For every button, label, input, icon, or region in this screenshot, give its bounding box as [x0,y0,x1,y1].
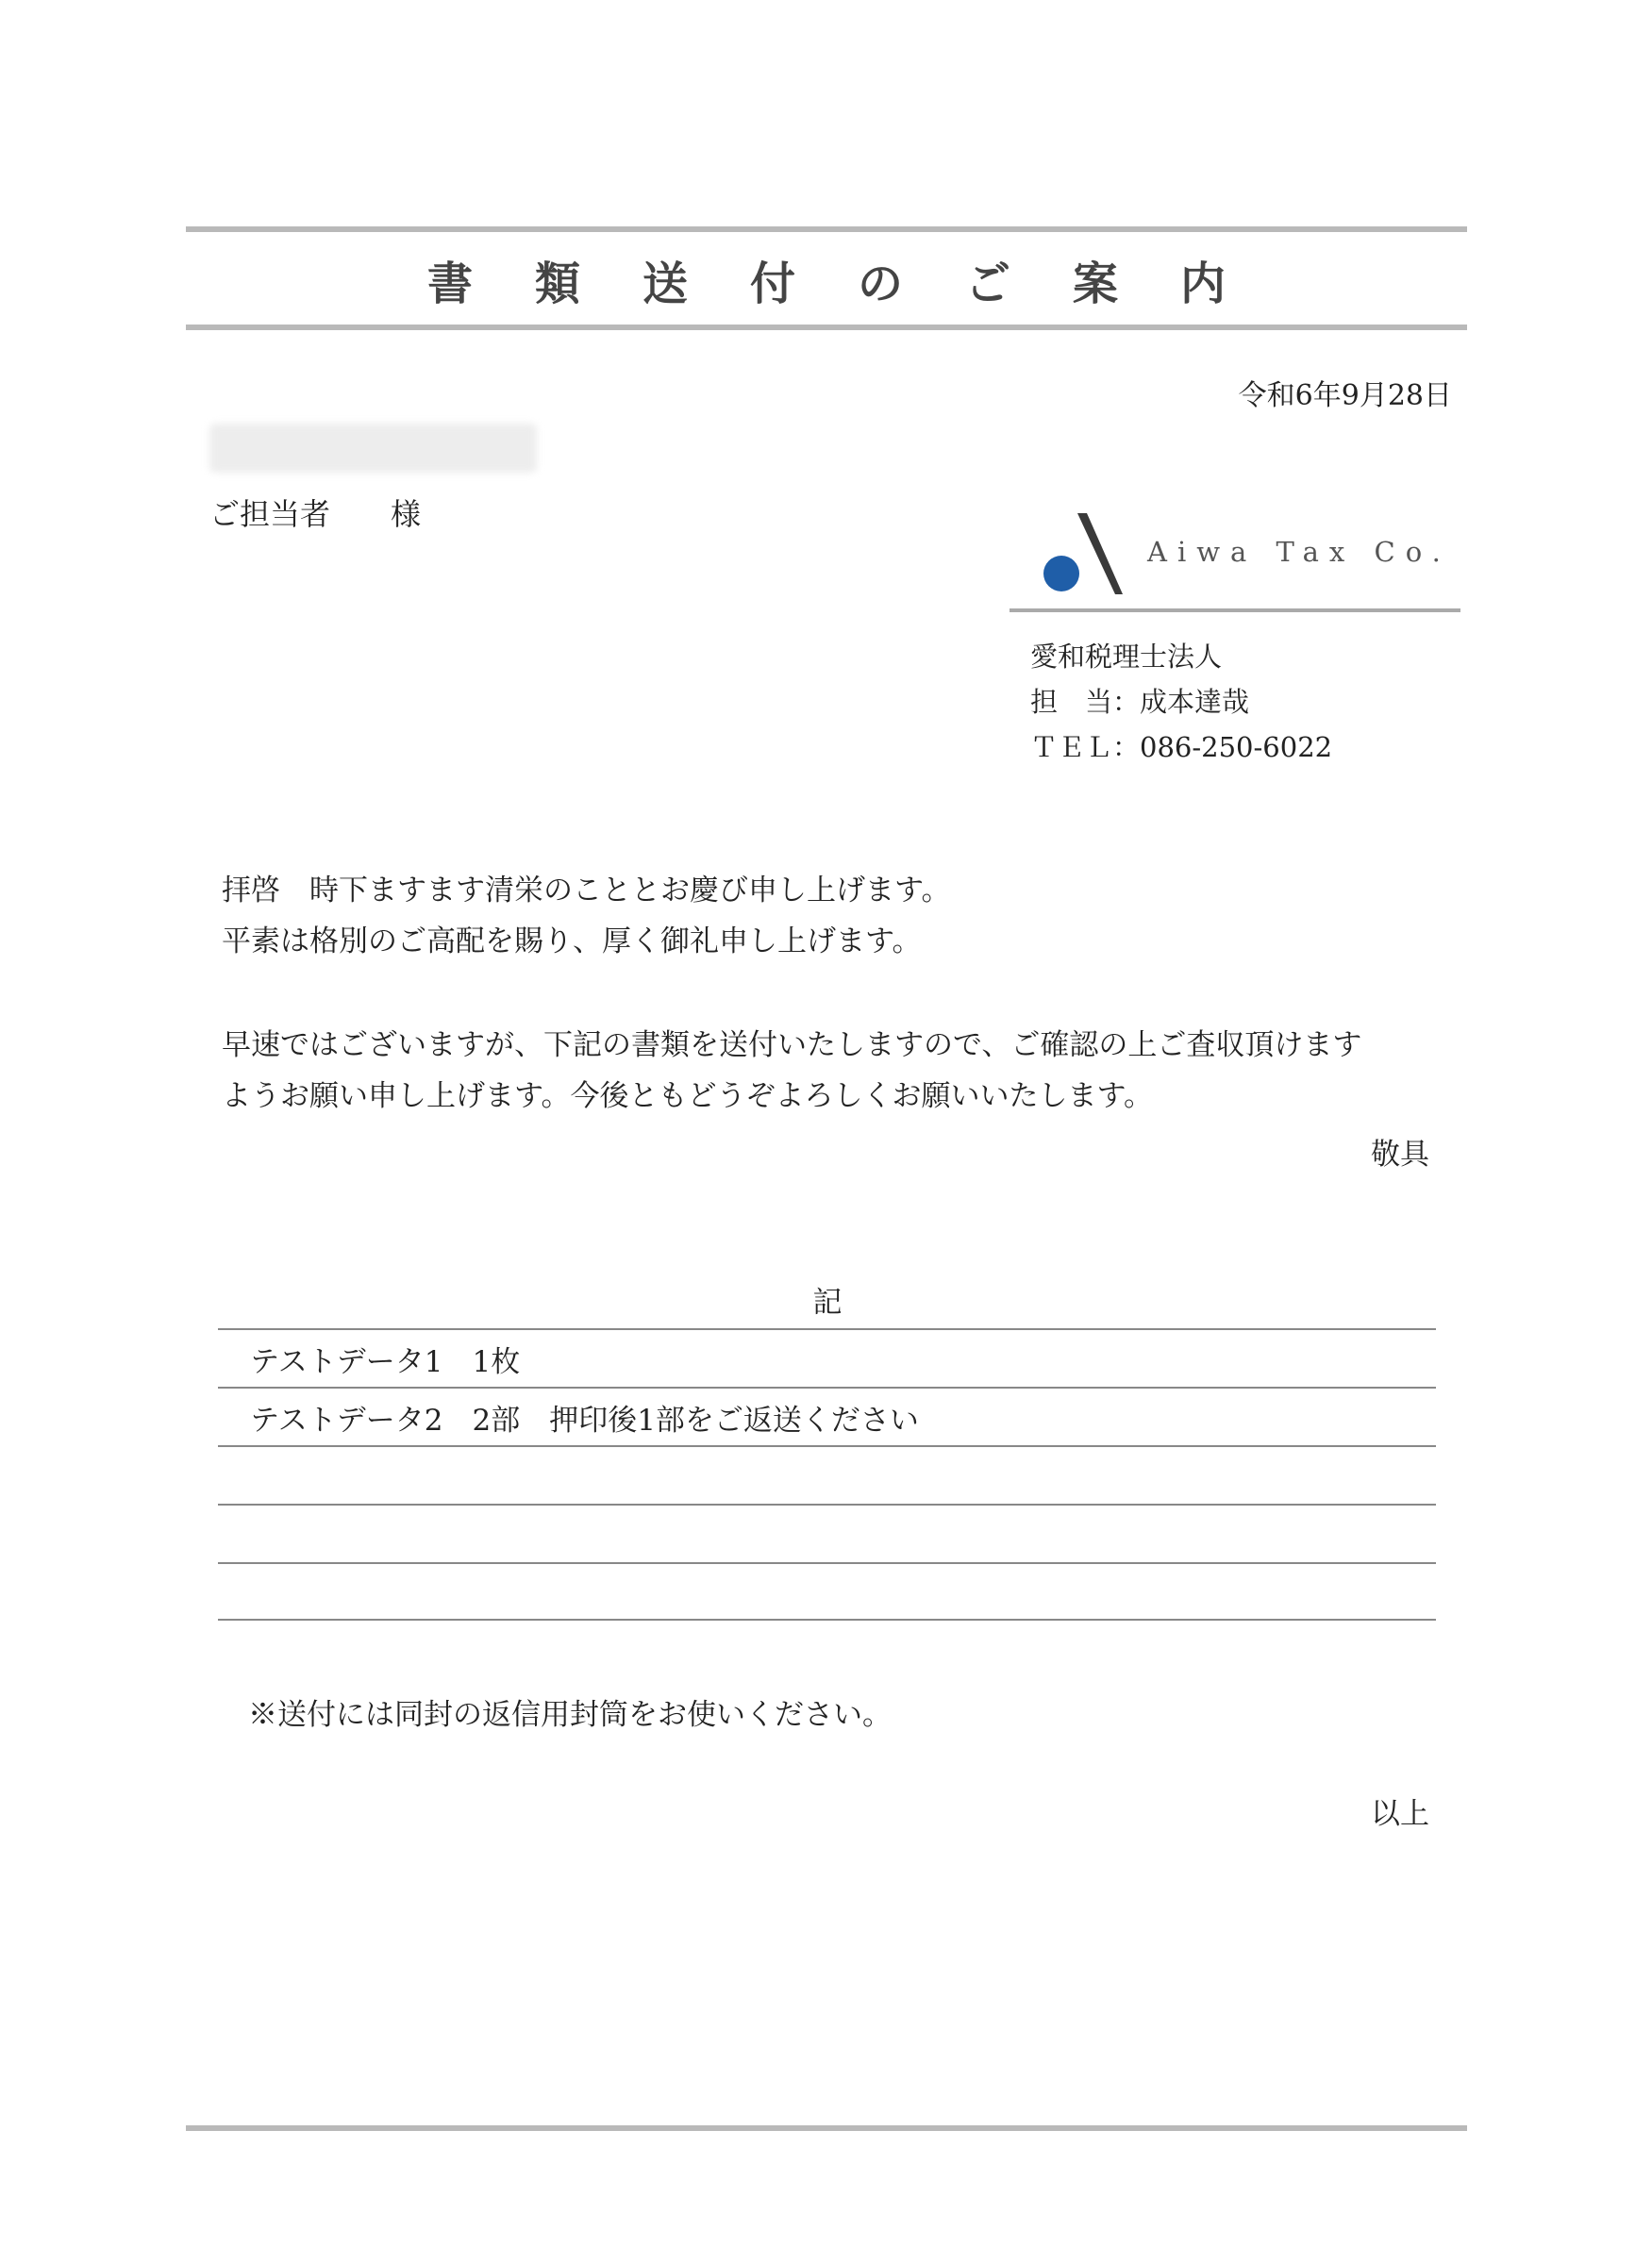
title-char: 内 [1179,257,1226,310]
bottom-rule [186,2125,1467,2131]
closing-word: 敬具 [1371,1138,1429,1172]
redacted-recipient-company [209,424,537,473]
item-row [218,1562,1436,1621]
logo-slash-icon [1077,513,1123,594]
title-char: 書 [426,257,473,310]
recipient-name: ご担当者 [209,496,331,532]
logo-text: Aiwa Tax Co. [1147,536,1451,568]
record-heading: 記 [812,1286,843,1320]
sender-person: 担 当：成本達哉 [1030,686,1250,718]
end-mark: 以上 [1371,1797,1429,1831]
item-row [218,1504,1436,1562]
logo-circle-icon [1043,556,1079,591]
greeting-line: 平素は格別のご高配を賜り、厚く御礼申し上げます。 [222,924,922,958]
title-char: 類 [534,257,580,310]
sender-company: 愛和税理士法人 [1030,641,1223,673]
item-row [218,1387,1436,1445]
main-text [222,1020,1439,1122]
title-char: 付 [749,257,795,310]
document-title [186,241,1467,317]
issue-date: 令和6年9月28日 [1238,379,1452,412]
main-text-line: 早速ではございますが、下記の書類を送付いたしますので、ご確認の上ご査収頂けます [222,1028,1362,1062]
item-row [218,1445,1436,1504]
title-char: の [857,257,903,310]
recipient [209,491,421,534]
recipient-honorific: 様 [391,496,422,532]
item-row [218,1328,1436,1387]
greeting-line: 拝啓 時下ますます清栄のこととお慶び申し上げます。 [222,874,951,907]
title-char: ご [964,257,1010,310]
greeting [222,865,1439,967]
item-list [218,1328,1436,1621]
item-text: テストデータ1 1枚 [250,1344,521,1379]
title-char: 案 [1072,257,1118,310]
title-top-rule [186,226,1467,232]
title-bottom-rule [186,325,1467,330]
item-text: テストデータ2 2部 押印後1部をご返送ください [250,1403,919,1438]
title-char: 送 [642,257,688,310]
sender-block [1030,634,1332,770]
note: ※送付には同封の返信用封筒をお使いください。 [248,1698,892,1732]
logo-underline [1010,608,1460,612]
sender-tel: ＴＥＬ：086-250-6022 [1030,731,1333,763]
main-text-line: ようお願い申し上げます。今後ともどうぞよろしくお願いいたします。 [222,1079,1154,1113]
